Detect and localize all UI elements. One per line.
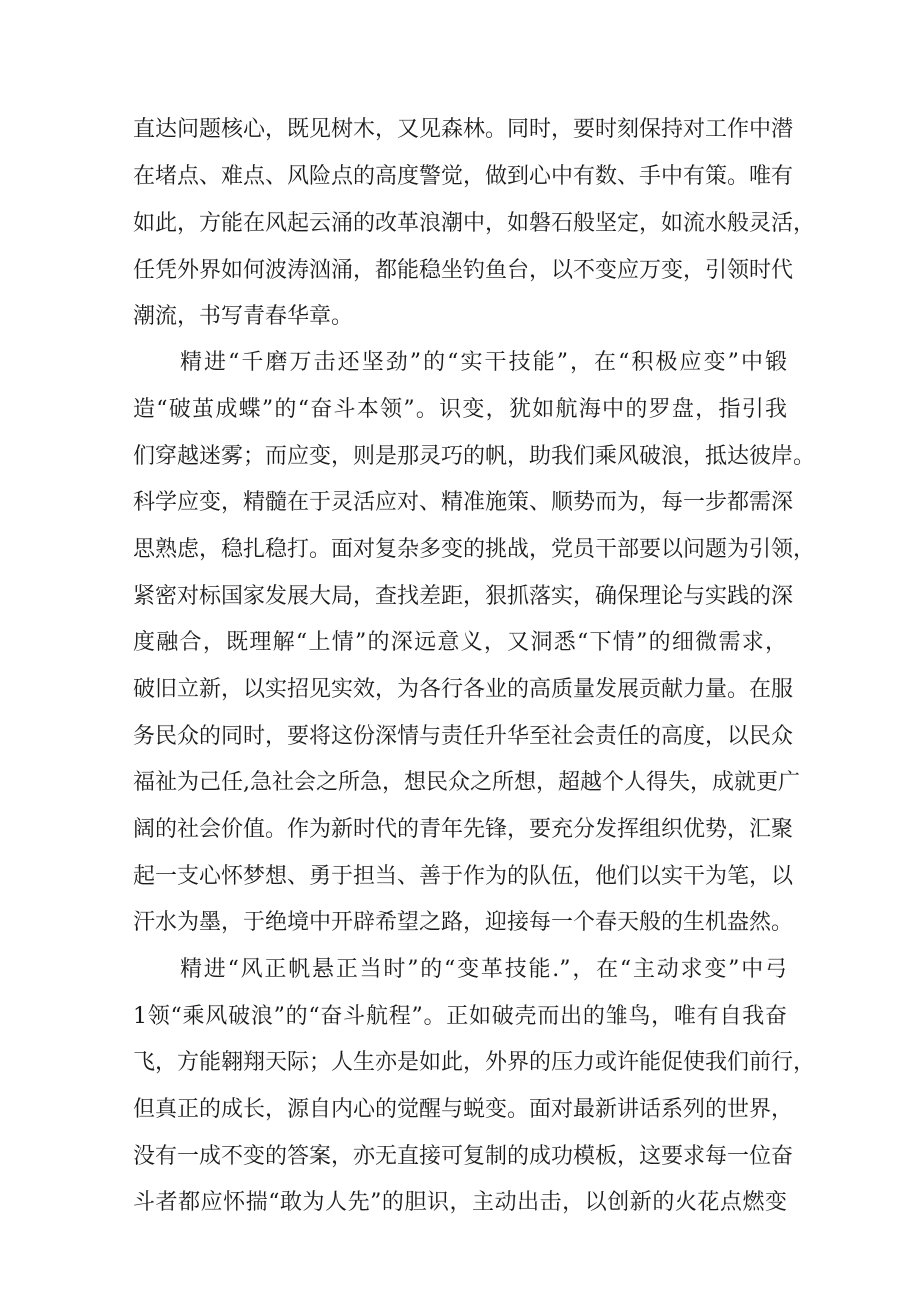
paragraph-1-line-3: 如此，方能在风起云涌的改革浪潮中，如磐石般坚定，如流水般灵活， <box>133 211 816 236</box>
paragraph-2-line-2: 造“破茧成蝶”的“奋斗本领”。识变，犹如航海中的罗盘，指引我 <box>133 397 787 422</box>
paragraph-2-line-10: 福祉为己任,急社会之所急，想民众之所想，超越个人得失，成就更广 <box>133 770 800 795</box>
paragraph-1-line-5: 潮流，书写青春华章。 <box>133 304 354 329</box>
paragraph-3-line-2: 1领“乘风破浪”的“奋斗航程”。正如破壳而出的雏鸟，唯有自我奋 <box>133 1004 787 1029</box>
paragraph-3-line-3: 飞，方能翱翔天际；人生亦是如此，外界的压力或许能促使我们前行， <box>133 1050 816 1075</box>
paragraph-3-line-1: 精进“风正帆悬正当时”的“变革技能.”，在“主动求变”中弓 <box>180 957 787 982</box>
paragraph-3-line-5: 没有一成不变的答案，亦无直接可复制的成功模板，这要求每一位奋 <box>133 1144 794 1169</box>
paragraph-3-line-4: 但真正的成长，源自内心的觉醒与蜕变。面对最新讲话系列的世界， <box>133 1097 794 1122</box>
paragraph-3-line-6: 斗者都应怀揣“敢为人先”的胆识，主动出击，以创新的火花点燃变 <box>133 1190 787 1215</box>
paragraph-2-line-5: 思熟虑，稳扎稳打。面对复杂多变的挑战，党员干部要以问题为引领， <box>133 537 816 562</box>
paragraph-1-line-2: 在堵点、难点、风险点的高度警觉，做到心中有数、手中有策。唯有 <box>133 164 794 189</box>
paragraph-2-line-7: 度融合，既理解“上情”的深远意义，又洞悉“下情”的细微需求， <box>133 630 787 655</box>
paragraph-2-line-8: 破旧立新，以实招见实效，为各行各业的高质量发展贡献力量。在服 <box>133 677 794 702</box>
paragraph-2-line-11: 阔的社会价值。作为新时代的青年先锋，要充分发挥组织优势，汇聚 <box>133 817 794 842</box>
paragraph-2-line-12: 起一支心怀梦想、勇于担当、善于作为的队伍，他们以实干为笔，以 <box>133 864 794 889</box>
paragraph-2-line-1: 精进“千磨万击还坚劲”的“实干技能”，在“积极应变”中锻 <box>180 350 787 375</box>
paragraph-2-line-3: 们穿越迷雾；而应变，则是那灵巧的帆，助我们乘风破浪，抵达彼岸。 <box>133 444 816 469</box>
paragraph-2-line-13: 汗水为墨，于绝境中开辟希望之路，迎接每一个春天般的生机盎然。 <box>133 910 794 935</box>
paragraph-1-line-4: 任凭外界如何波涛汹涌，都能稳坐钓鱼台，以不变应万变，引领时代 <box>133 258 794 283</box>
paragraph-1-line-1: 直达问题核心，既见树木，又见森林。同时，要时刻保持对工作中潜 <box>133 117 794 142</box>
paragraph-2-line-4: 科学应变，精髓在于灵活应对、精准施策、顺势而为，每一步都需深 <box>133 490 794 515</box>
paragraph-2-line-9: 务民众的同时，要将这份深情与责任升华至社会责任的高度，以民众 <box>133 724 794 749</box>
paragraph-2-line-6: 紧密对标国家发展大局，查找差距，狠抓落实，确保理论与实践的深 <box>133 584 794 609</box>
